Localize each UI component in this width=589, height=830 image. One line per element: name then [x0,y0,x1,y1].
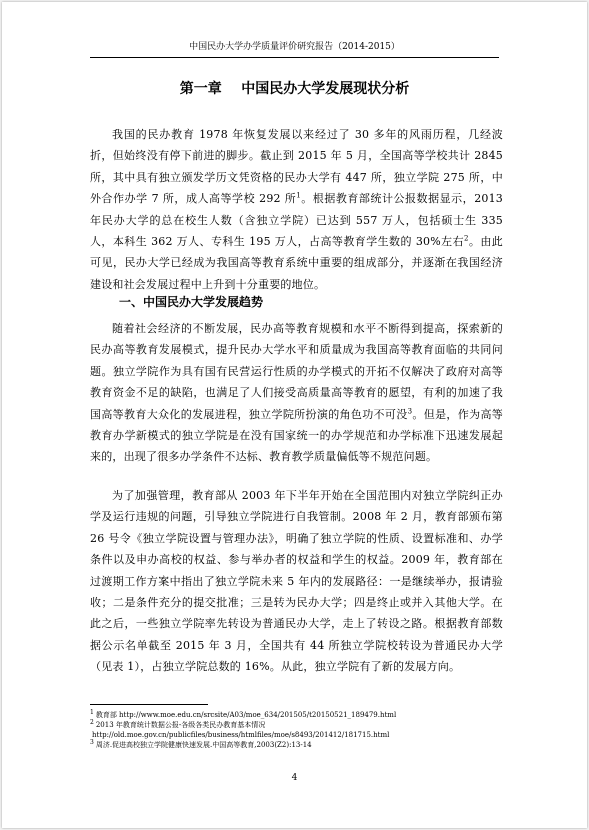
paragraph-text: 。根据教育部统计公报数据显示，2013 年民办大学的总在校生人数（含独立学院）已达到 557 万人，包括硕士生 335 人，本科生 362 万人、专科生 195 万人，占高等教育学生数的 30%左右 [90,192,503,249]
footnote-item [90,710,510,720]
footnote-item [90,730,510,740]
paragraph-trend [90,318,503,468]
page-number: 4 [291,773,298,783]
footnote-text: 周济.促进高校独立学院健康快速发展.中国高等教育,2003(Z2):13-14 [95,741,312,749]
paragraph-management: 为了加强管理，教育部从 2003 年下半年开始在全国范围内对独立学院纠正办学及运行违规的问题，引导独立学院进行自我管制。2008 年 2 月，教育部颁布第 26 号令《独立学院设置与管理办法》，明确了独立学院的性质、设置标准和、办学条件以及申办高校的权益、参与举办者的权益和学生的权益。2009 年，教育部在过渡期工作方案中指出了独立学院未来 5 年内的发展路径：一是继续举办，报请验收；二是条件充分的提交批准；三是转为民办大学；四是终止或并入其他大学。在此之后，一些独立学院率先转设为普通民办大学，走上了转设之路。根据教育部数据公示名单截至 2015 年 3 月，全国共有 44 所独立学院校转设为普通民办大学（见表 1），占独立学院总数的 16%。从此，独立学院有了新的发展方向。 [90,489,503,674]
section-heading: 一、中国民办大学发展趋势 [119,295,264,309]
footnote-mark: 3 [90,738,94,746]
document-page [2,2,587,828]
footnote-item [90,720,510,730]
header-rule [90,57,499,58]
footnote-item [90,740,510,750]
paragraph-text: 。由此可见，民办大学已经成为我国高等教育系统中重要的组成部分，并逐渐在我国经济建设和社会发展过程中上升到十分重要的地位。 [90,235,503,291]
footnote-ref[interactable]: 2 [464,234,469,243]
footnote-ref[interactable]: 1 [296,191,301,200]
paragraph-text: 随着社会经济的不断发展，民办高等教育规模和水平不断得到提高，探索新的民办高等教育发展模式，提升民办大学水平和质量成为我国高等教育面临的共同问题。独立学院作为具有国有民营运行性质的办学模式的开拓不仅解决了政府对高等教育资金不足的缺陷，也满足了人们接受高质量高等教育的愿望，有利的加速了我国高等教育大众化的发展进程，独立学院所扮演的角色功不可没 [90,322,503,421]
footnote-list [90,710,510,750]
paragraph-text: 我国的民办教育 1978 年恢复发展以来经过了 30 多年的风雨历程，几经波折，但始终没有停下前进的脚步。截止到 2015 年 5 月，全国高等学校共计 2845 所，其中具有独立颁发学历文凭资格的民办大学有 447 所，独立学院 275 所，中外合作办学 7 所，成人高等学校 292 所 [90,128,503,206]
running-header: 中国民办大学办学质量评价研究报告（2014-2015） [189,42,400,52]
paragraph-text: 。但是，作为高等教育办学新模式的独立学院是在没有国家统一的办学规范和办学标准下迅速发展起来的，出现了很多办学条件不达标、教育教学质量偏低等不规范问题。 [90,407,503,464]
footnote-text: 2013 年教育统计数据公报-各级各类民办教育基本情况 [95,721,266,729]
footnote-mark: 1 [90,708,94,716]
footnote-mark: 2 [90,718,94,726]
paragraph-overview [90,124,503,295]
footnote-text[interactable]: 教育部 http://www.moe.edu.cn/srcsite/A03/moe_634/201505/t20150521_189479.html [95,711,397,719]
chapter-title: 第一章 中国民办大学发展现状分析 [179,81,410,97]
footnote-separator [90,704,208,705]
footnote-text[interactable]: http://old.moe.gov.cn/publicfiles/business/htmlfiles/moe/s8493/201412/181715.html [92,731,390,739]
footnote-ref[interactable]: 3 [407,406,413,415]
